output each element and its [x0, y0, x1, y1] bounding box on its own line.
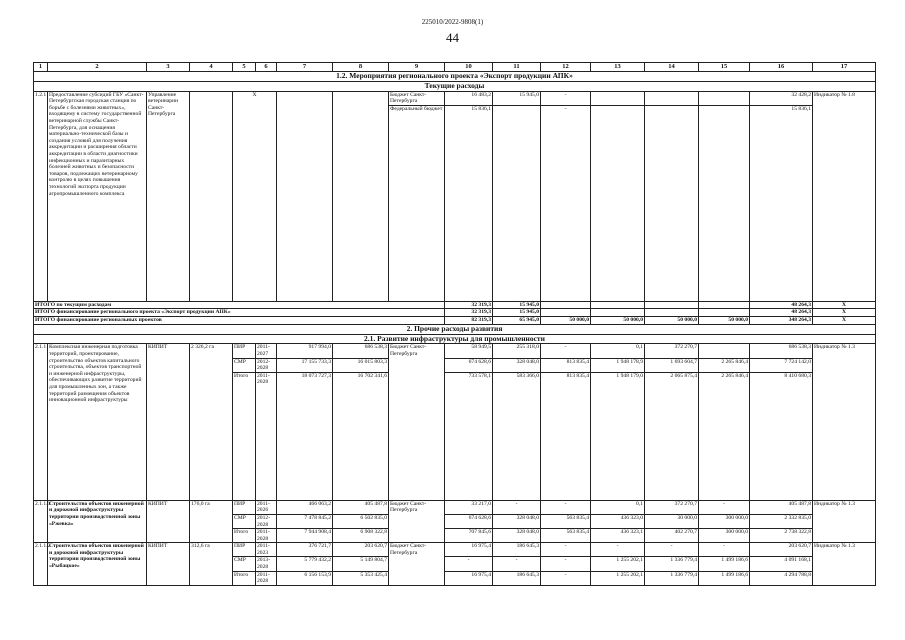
total-label: ИТОГО финансирование региональных проектов — [34, 317, 445, 325]
col-number: 17 — [813, 63, 876, 72]
total-label: ИТОГО финансирование регионального проекта «Экспорт продукции АПК» — [34, 309, 445, 317]
cell: 203 620,7 — [333, 543, 389, 557]
cell: 813 835,4 — [541, 372, 591, 500]
cell — [699, 309, 750, 317]
cell: 4 294 788,8 — [750, 571, 813, 585]
cell: 405 487,8 — [333, 500, 389, 514]
cost-type: ПИР — [233, 543, 256, 557]
cell: 16 702 341,6 — [333, 372, 389, 500]
cell: 15 945,0 — [493, 91, 541, 105]
col-number: 14 — [645, 63, 699, 72]
total-label: ИТОГО по текущим расходам — [34, 301, 445, 309]
cell: 30 000,0 — [645, 514, 699, 528]
row-executor: КИПИТ — [147, 500, 190, 543]
cell: 16 975,4 — [445, 571, 493, 585]
col-number: 2 — [48, 63, 147, 72]
col-number: 13 — [591, 63, 645, 72]
col-number: 16 — [750, 63, 813, 72]
cell — [645, 105, 699, 301]
cell: 300 000,0 — [699, 529, 750, 543]
cell: 15 945,0 — [493, 301, 541, 309]
cell: - — [541, 500, 591, 514]
cell — [699, 91, 750, 105]
row-area: 312,6 га — [190, 543, 233, 586]
cell: 2 265 846,4 — [699, 372, 750, 500]
table-row — [34, 344, 876, 358]
col-number: 1 — [34, 63, 48, 72]
row-source: Федеральный бюджет — [389, 105, 445, 301]
cell — [333, 91, 389, 301]
cell: 1 255 202,1 — [591, 557, 645, 571]
row-executor: КИПИТ — [147, 344, 190, 500]
document-id: 225010/2022-9808(1) — [421, 18, 484, 26]
cell: Х — [813, 301, 876, 309]
cell: - — [541, 91, 591, 105]
row-executor: Управление ветеринарии Санкт-Петербурга — [147, 91, 190, 301]
cell: 583 366,0 — [493, 372, 541, 500]
cell: 0,1 — [591, 500, 645, 514]
col-number: 7 — [277, 63, 333, 72]
cell: 2 265 846,4 — [699, 358, 750, 372]
years: 2011-2027 — [256, 344, 277, 358]
cell: 0,1 — [591, 344, 645, 358]
cell: 5 779 432,2 — [277, 557, 333, 571]
cell: 5 149 804,7 — [333, 557, 389, 571]
cell: - — [591, 543, 645, 557]
cell: - — [445, 557, 493, 571]
total-row — [34, 309, 876, 317]
cell: 436 323,0 — [591, 514, 645, 528]
cell — [591, 91, 645, 105]
col-number: 6 — [256, 63, 277, 72]
cell: 402 270,7 — [645, 529, 699, 543]
cell: 348 264,3 — [750, 317, 813, 325]
cell: 300 000,0 — [699, 514, 750, 528]
cell: 4 091 168,1 — [750, 557, 813, 571]
total-row — [34, 301, 876, 309]
cell: 32 428,2 — [750, 91, 813, 105]
cell: 32 319,3 — [445, 309, 493, 317]
cell — [277, 91, 333, 301]
row-indicator: Индикатор № 1.3 — [813, 344, 876, 500]
cell: 8 410 680,3 — [750, 372, 813, 500]
row-description: Предоставление субсидий ГБУ «Санкт-Петербургская городская станция по борьбе с болезнями животных», входящему в систему государственной ветеринарной службы Санкт-Петербурга, для оснащения материально-технической базы и создания условий для получения аккредитации и расширения области аккредитации в области диагностики инфекционных и паразитарных болезней животных и безопасности товаров, подлежащих ветеринарному контролю в целях повышения технологий экспорта продукции агропромышленного комплекса — [48, 91, 147, 301]
cell: 16 975,4 — [445, 543, 493, 557]
cell: 1 499 186,6 — [699, 557, 750, 571]
section-title: 2. Прочие расходы развития — [34, 324, 876, 334]
years: 2011-2028 — [256, 571, 277, 585]
years: 2011-2023 — [256, 543, 277, 557]
cell: 372 270,7 — [645, 500, 699, 514]
years: 2011-2028 — [256, 372, 277, 500]
col-number: 11 — [493, 63, 541, 72]
cell: 18 073 727,3 — [277, 372, 333, 500]
cell: 6 502 835,0 — [333, 514, 389, 528]
cell — [591, 301, 645, 309]
col-number: 4 — [190, 63, 233, 72]
cell: 16 015 803,3 — [333, 358, 389, 372]
row-indicator: Индикатор № 1.3 — [813, 500, 876, 543]
cell: 15 836,1 — [750, 105, 813, 301]
cost-type: СМР — [233, 557, 256, 571]
cost-type: ПИР — [233, 344, 256, 358]
cell: 563 835,4 — [541, 529, 591, 543]
cell: 15 945,0 — [493, 309, 541, 317]
cell: 82 319,3 — [445, 317, 493, 325]
row-number: 2.1.1 — [34, 344, 48, 500]
cell: 405 487,8 — [750, 500, 813, 514]
cell: - — [699, 500, 750, 514]
row-indicator: Индикатор № 1.8 — [813, 91, 876, 301]
cost-type: ПИР — [233, 500, 256, 514]
row-number: 2.1.1.1 — [34, 500, 48, 543]
cell: 376 721,7 — [277, 543, 333, 557]
years: 2011-2026 — [256, 500, 277, 514]
cell: 186 645,3 — [493, 543, 541, 557]
table-row — [34, 500, 876, 514]
cell: 5 353 425,4 — [333, 571, 389, 585]
col-number: 3 — [147, 63, 190, 72]
cell: 203 620,7 — [750, 543, 813, 557]
cell: 686 538,3 — [750, 344, 813, 358]
cell: 917 994,0 — [277, 344, 333, 358]
cell: 674 628,6 — [445, 514, 493, 528]
row-source: Бюджет Санкт-Петербурга — [389, 500, 445, 543]
cell: - — [699, 543, 750, 557]
cell: 50 000,0 — [591, 317, 645, 325]
cell: 707 845,6 — [445, 529, 493, 543]
row-indicator: Индикатор № 1.3 — [813, 543, 876, 586]
page-number: 44 — [446, 30, 459, 45]
cell: 1 336 779,4 — [645, 557, 699, 571]
row-executor: КИПИТ — [147, 543, 190, 586]
cell — [699, 344, 750, 358]
cell: - — [645, 543, 699, 557]
cell: - — [541, 571, 591, 585]
row-source: Бюджет Санкт-Петербурга — [389, 344, 445, 500]
col-number: 12 — [541, 63, 591, 72]
cell — [699, 105, 750, 301]
row-source: Бюджет Санкт-Петербурга — [389, 91, 445, 105]
cell: 436 323,1 — [591, 529, 645, 543]
cell: 33 217,0 — [445, 500, 493, 514]
cell: 6 156 153,9 — [277, 571, 333, 585]
cell — [645, 91, 699, 105]
cell: 1 693 604,7 — [645, 358, 699, 372]
cell: 65 945,0 — [493, 317, 541, 325]
cost-type: СМР — [233, 358, 256, 372]
cell: 6 908 322,8 — [333, 529, 389, 543]
table-row — [34, 543, 876, 557]
row-mark: Х — [233, 91, 277, 301]
section-title: 1.2. Мероприятия регионального проекта «Экспорт продукции АПК» — [34, 72, 876, 82]
row-area: 2 326,2 га — [190, 344, 233, 500]
cell: 674 628,6 — [445, 358, 493, 372]
cell: 1 948 179,0 — [591, 372, 645, 500]
cost-type: Итого — [233, 372, 256, 500]
cell — [699, 301, 750, 309]
row-description: Комплексная инженерная подготовка территорий, проектирование, строительство объектов капитального строительства, объектов транспортной и инженерной инфраструктуры, обеспечивающих развитие территорий для промышленных зон, а также территорий размещения объектов инновационной инфраструктуры — [48, 344, 147, 500]
cell: 50 000,0 — [699, 317, 750, 325]
cell: 7 478 845,2 — [277, 514, 333, 528]
cost-type: Итого — [233, 529, 256, 543]
cell: 48 264,3 — [750, 309, 813, 317]
col-number: 8 — [333, 63, 389, 72]
cell: 466 063,2 — [277, 500, 333, 514]
cell: 58 949,5 — [445, 344, 493, 358]
cell — [591, 309, 645, 317]
cell — [591, 105, 645, 301]
cell: 32 319,3 — [445, 301, 493, 309]
years: 2012-2028 — [256, 358, 277, 372]
col-number: 9 — [389, 63, 445, 72]
cell: 7 944 908,4 — [277, 529, 333, 543]
cell — [645, 309, 699, 317]
cell: 328 048,0 — [493, 514, 541, 528]
years: 2013-2028 — [256, 557, 277, 571]
cell: 328 048,0 — [493, 358, 541, 372]
cell: 50 000,0 — [541, 317, 591, 325]
cell: - — [493, 500, 541, 514]
row-area: 176,0 га — [190, 500, 233, 543]
cell: Х — [813, 317, 876, 325]
row-number: 1.2.1 — [34, 91, 48, 301]
cell: 17 155 733,3 — [277, 358, 333, 372]
cell: 372 270,7 — [645, 344, 699, 358]
cell: 7 724 142,0 — [750, 358, 813, 372]
table-row — [34, 91, 876, 105]
cell: 1 255 202,1 — [591, 571, 645, 585]
cell — [645, 301, 699, 309]
cell: 328 048,0 — [493, 529, 541, 543]
cell: 1 499 186,6 — [699, 571, 750, 585]
col-number: 15 — [699, 63, 750, 72]
program-table — [33, 62, 876, 586]
row-description: Строительство объектов инженерной и дорожной инфраструктуры территории производственной зоны «Рыбацкое» — [48, 543, 147, 586]
section-subtitle: 2.1. Развитие инфраструктуры для промышленности — [34, 334, 876, 344]
row-number: 2.1.1.2 — [34, 543, 48, 586]
cost-type: Итого — [233, 571, 256, 585]
cell: 255 318,0 — [493, 344, 541, 358]
cell: 50 000,0 — [645, 317, 699, 325]
cell: 48 264,3 — [750, 301, 813, 309]
row-area — [190, 91, 233, 301]
cell — [541, 301, 591, 309]
cell: - — [541, 344, 591, 358]
cell: 2 738 322,8 — [750, 529, 813, 543]
cell: 16 483,2 — [445, 91, 493, 105]
cell: 2 065 875,4 — [645, 372, 699, 500]
col-number: 10 — [445, 63, 493, 72]
cost-type: СМР — [233, 514, 256, 528]
cell: - — [541, 543, 591, 557]
col-number: 5 — [233, 63, 256, 72]
row-description: Строительство объектов инженерной и дорожной инфраструктуры территории производственной зоны «Ржевка» — [48, 500, 147, 543]
cell: 563 835,4 — [541, 514, 591, 528]
years: 2011-2028 — [256, 529, 277, 543]
cell: 2 332 835,0 — [750, 514, 813, 528]
cell — [541, 309, 591, 317]
years: 2012-2028 — [256, 514, 277, 528]
cell: 1 336 779,4 — [645, 571, 699, 585]
cell: 733 578,1 — [445, 372, 493, 500]
cell: 686 538,3 — [333, 344, 389, 358]
cell: Х — [813, 309, 876, 317]
cell: 1 948 178,9 — [591, 358, 645, 372]
cell: - — [493, 557, 541, 571]
cell — [493, 105, 541, 301]
cell: 15 836,1 — [445, 105, 493, 301]
section-subtitle: Текущие расходы — [34, 81, 876, 91]
cell: - — [541, 557, 591, 571]
cell: 813 835,4 — [541, 358, 591, 372]
cell: - — [541, 105, 591, 301]
cell: 186 645,3 — [493, 571, 541, 585]
row-source: Бюджет Санкт-Петербурга — [389, 543, 445, 586]
